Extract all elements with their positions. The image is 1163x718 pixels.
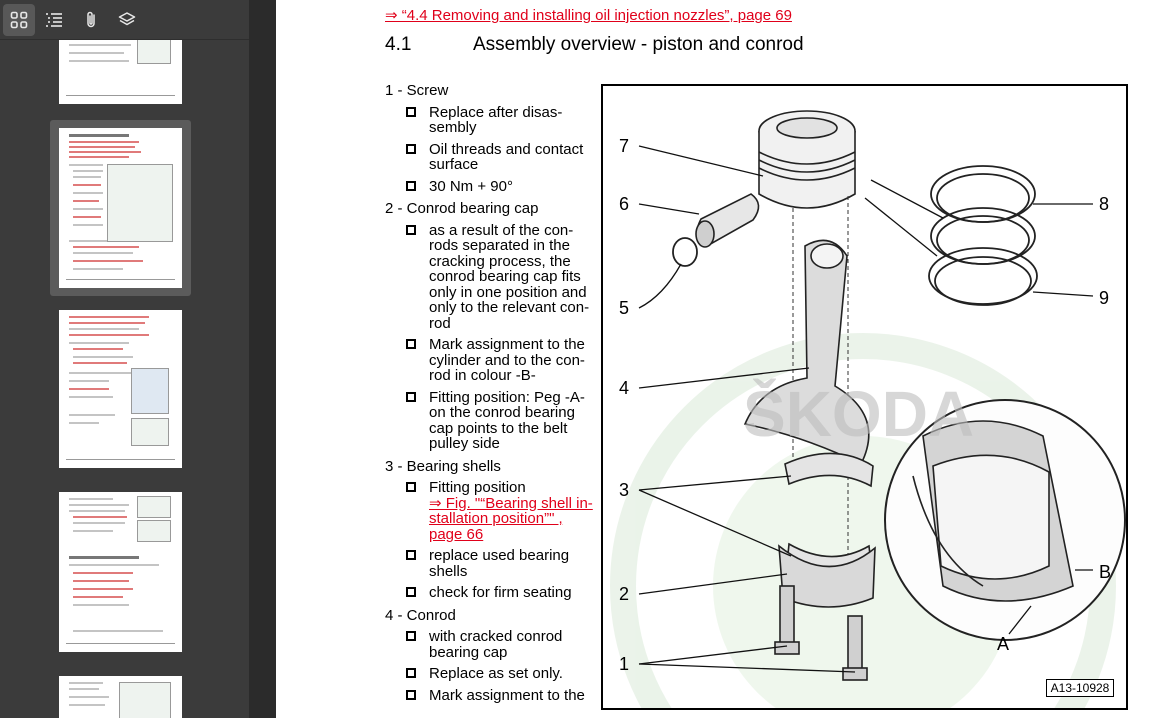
list-icon (44, 10, 64, 30)
callout-3: 3 (619, 480, 630, 500)
part-note (385, 585, 597, 601)
page-thumbnail-image (59, 310, 182, 468)
sidebar (0, 0, 249, 718)
checkbox-bullet-icon (406, 339, 416, 349)
part-note-text: as a result of the con- rods separated in the cracking process, the conrod bearing cap fits only in one position and only to the relevant con- rod (429, 221, 590, 332)
part-note-text: check for firm seating (429, 584, 572, 601)
parts-list (385, 83, 597, 703)
part-note (385, 179, 597, 195)
checkbox-bullet-icon (406, 587, 416, 597)
part-heading: 4 - Conrod (385, 606, 456, 624)
page-thumbnail[interactable] (50, 40, 191, 108)
checkbox-bullet-icon (406, 631, 416, 641)
outline-button[interactable] (38, 4, 70, 36)
sidebar-toolbar (0, 0, 249, 40)
part-note (385, 480, 597, 542)
callout-5: 5 (619, 298, 630, 318)
piston-conrod-drawing (603, 86, 1128, 710)
part-heading: 1 - Screw (385, 82, 449, 99)
checkbox-bullet-icon (406, 107, 416, 117)
part-note-text: Fitting position (429, 479, 526, 496)
part-heading: 3 - Bearing shells (385, 457, 501, 475)
part-note (385, 548, 597, 579)
checkbox-bullet-icon (406, 392, 416, 402)
part-note-text: Mark assignment to the (429, 686, 585, 704)
callout-8: 8 (1099, 194, 1110, 214)
figure-id: A13-10928 (1046, 679, 1114, 697)
part-note-text: Oil threads and contact surface (429, 140, 584, 173)
checkbox-bullet-icon (406, 181, 416, 191)
page-thumbnail[interactable] (50, 672, 191, 718)
callout-7: 7 (619, 136, 630, 156)
part-note (385, 223, 597, 332)
part-note (385, 337, 597, 384)
part-note (385, 688, 597, 704)
checkbox-bullet-icon (406, 690, 416, 700)
part-note (385, 666, 597, 682)
checkbox-bullet-icon (406, 550, 416, 560)
callout-a: A (997, 634, 1010, 654)
checkbox-bullet-icon (406, 668, 416, 678)
layers-button[interactable] (111, 4, 143, 36)
checkbox-bullet-icon (406, 482, 416, 492)
watermark-text: ŠKODA (743, 378, 975, 450)
callout-6: 6 (619, 194, 630, 214)
section-number: 4.1 (385, 34, 412, 55)
callout-4: 4 (619, 378, 630, 398)
attachments-button[interactable] (75, 4, 107, 36)
paperclip-icon (81, 10, 101, 30)
part-note-text: Fitting position: Peg -A- on the conrod bearing cap points to the belt pulley side (429, 388, 585, 452)
part-note-text: replace used bearing shells (429, 547, 570, 580)
assembly-figure (601, 84, 1128, 710)
part-note (385, 629, 597, 660)
part-note (385, 105, 597, 136)
checkbox-bullet-icon (406, 144, 416, 154)
figure-reference-link[interactable]: ⇒ Fig. "“Bearing shell in- stallation position”" , page 66 (429, 494, 593, 543)
part-note-text: Replace as set only. (429, 665, 563, 682)
checkbox-bullet-icon (406, 225, 416, 235)
part-note-text: 30 Nm + 90° (429, 177, 513, 195)
page-thumbnail[interactable] (50, 488, 191, 654)
layers-icon (117, 10, 137, 30)
thumbnails-button[interactable] (3, 4, 35, 36)
page-thumbnail-image (59, 492, 182, 652)
page-thumbnail-current[interactable] (50, 120, 191, 296)
part-note-text: Replace after disas- sembly (429, 103, 563, 136)
page-thumbnail-image (59, 40, 182, 104)
page-thumbnail[interactable] (50, 306, 191, 470)
cross-reference-link[interactable]: ⇒ “4.4 Removing and installing oil injection nozzles”, page 69 (385, 7, 792, 24)
grid-icon (9, 10, 29, 30)
callout-b: B (1099, 562, 1112, 582)
callout-9: 9 (1099, 288, 1110, 308)
part-note (385, 142, 597, 173)
page-thumbnail-image (59, 676, 182, 718)
part-note-text: with cracked conrod bearing cap (429, 628, 563, 661)
part-heading: 2 - Conrod bearing cap (385, 200, 539, 217)
thumbnail-list[interactable] (0, 40, 249, 718)
part-note (385, 390, 597, 452)
part-note-text: Mark assignment to the cylinder and to the con- rod in colour -B- (429, 336, 585, 384)
callout-2: 2 (619, 584, 630, 604)
document-page (276, 0, 1163, 718)
callout-1: 1 (619, 654, 630, 674)
page-thumbnail-image (59, 128, 182, 288)
panel-splitter[interactable] (249, 0, 276, 718)
section-title: Assembly overview - piston and conrod (473, 34, 804, 55)
